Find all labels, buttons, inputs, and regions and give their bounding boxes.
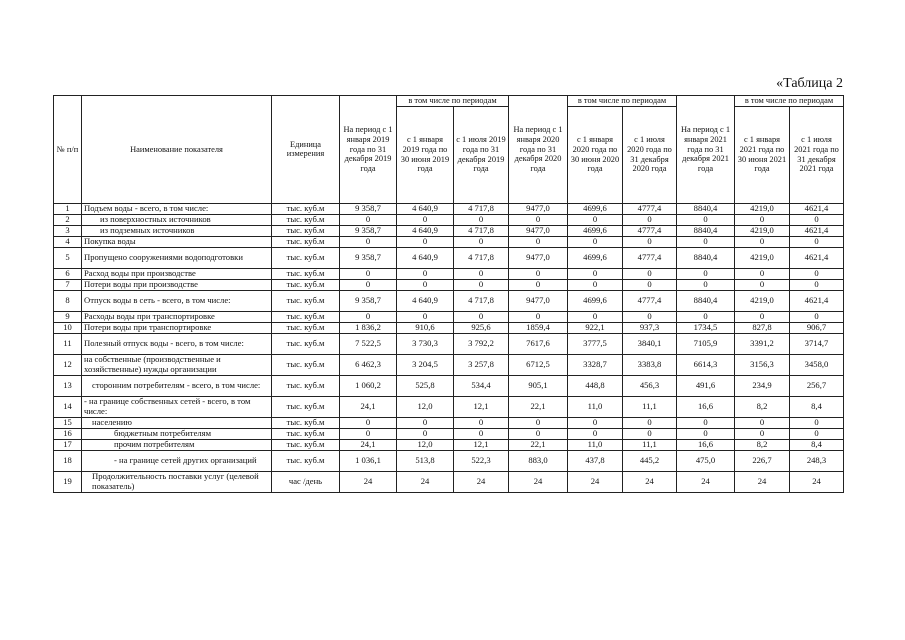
row-number-cell: 19	[54, 471, 82, 492]
row-value-cell: 0	[568, 279, 623, 290]
row-value-cell: 226,7	[735, 450, 790, 471]
row-value-cell: 0	[397, 428, 454, 439]
row-number-cell: 11	[54, 333, 82, 354]
table-row	[54, 375, 844, 396]
row-value-cell: 0	[397, 417, 454, 428]
row-name-cell: - на границе сетей других организаций	[82, 450, 272, 471]
row-value-cell: 3714,7	[790, 333, 844, 354]
row-value-cell: 4777,4	[623, 203, 677, 214]
row-value-cell: 0	[397, 268, 454, 279]
row-name-cell: Отпуск воды в сеть - всего, в том числе:	[82, 290, 272, 311]
row-name-cell: населению	[82, 417, 272, 428]
row-value-cell: 3383,8	[623, 354, 677, 375]
row-value-cell: 3777,5	[568, 333, 623, 354]
row-unit-cell: тыс. куб.м	[272, 333, 340, 354]
row-value-cell: 16,6	[677, 439, 735, 450]
row-value-cell: 0	[623, 417, 677, 428]
row-value-cell: 11,1	[623, 439, 677, 450]
row-value-cell: 0	[568, 236, 623, 247]
row-value-cell: 925,6	[454, 322, 509, 333]
row-value-cell: 0	[509, 311, 568, 322]
row-value-cell: 3 730,3	[397, 333, 454, 354]
row-name-cell: Покупка воды	[82, 236, 272, 247]
row-value-cell: 0	[735, 417, 790, 428]
row-unit-cell: тыс. куб.м	[272, 225, 340, 236]
row-value-cell: 4621,4	[790, 290, 844, 311]
row-value-cell: 0	[509, 417, 568, 428]
row-value-cell: 4699,6	[568, 247, 623, 268]
header-row-1	[54, 96, 844, 107]
table-row	[54, 290, 844, 311]
row-value-cell: 0	[568, 417, 623, 428]
row-value-cell: 0	[790, 279, 844, 290]
row-value-cell: 234,9	[735, 375, 790, 396]
row-value-cell: 0	[623, 268, 677, 279]
row-value-cell: 6 462,3	[340, 354, 397, 375]
row-value-cell: 8840,4	[677, 247, 735, 268]
row-value-cell: 9 358,7	[340, 203, 397, 214]
row-number-cell: 3	[54, 225, 82, 236]
row-value-cell: 8,4	[790, 439, 844, 450]
row-number-cell: 5	[54, 247, 82, 268]
row-number-cell: 13	[54, 375, 82, 396]
row-value-cell: 1 036,1	[340, 450, 397, 471]
row-value-cell: 0	[397, 279, 454, 290]
row-value-cell: 4 717,8	[454, 247, 509, 268]
col-2021-header: На период с 1 января 2021 года по 31 декабря 2021 года	[677, 96, 735, 204]
row-value-cell: 491,6	[677, 375, 735, 396]
table-row	[54, 333, 844, 354]
table-row	[54, 236, 844, 247]
row-value-cell: 24	[397, 471, 454, 492]
row-value-cell: 0	[790, 417, 844, 428]
row-number-cell: 4	[54, 236, 82, 247]
col-name-header: Наименование показателя	[82, 96, 272, 204]
row-value-cell: 0	[340, 236, 397, 247]
row-value-cell: 0	[397, 311, 454, 322]
row-unit-cell: тыс. куб.м	[272, 428, 340, 439]
row-value-cell: 24	[623, 471, 677, 492]
row-number-cell: 16	[54, 428, 82, 439]
table-row	[54, 311, 844, 322]
row-value-cell: 4219,0	[735, 247, 790, 268]
row-value-cell: 4 640,9	[397, 247, 454, 268]
row-value-cell: 0	[568, 268, 623, 279]
row-value-cell: 248,3	[790, 450, 844, 471]
row-value-cell: 22,1	[509, 439, 568, 450]
row-value-cell: 0	[677, 417, 735, 428]
row-number-cell: 18	[54, 450, 82, 471]
table-row	[54, 396, 844, 417]
table-row	[54, 322, 844, 333]
row-value-cell: 6614,3	[677, 354, 735, 375]
row-value-cell: 910,6	[397, 322, 454, 333]
row-value-cell: 24	[454, 471, 509, 492]
table-row	[54, 439, 844, 450]
row-value-cell: 0	[790, 214, 844, 225]
row-name-cell: Расход воды при производстве	[82, 268, 272, 279]
row-value-cell: 0	[677, 311, 735, 322]
row-value-cell: 7617,6	[509, 333, 568, 354]
row-value-cell: 0	[623, 236, 677, 247]
row-value-cell: 9 358,7	[340, 247, 397, 268]
row-value-cell: 0	[677, 268, 735, 279]
row-value-cell: 0	[509, 279, 568, 290]
row-value-cell: 3391,2	[735, 333, 790, 354]
row-value-cell: 11,1	[623, 396, 677, 417]
table-row	[54, 214, 844, 225]
row-unit-cell: тыс. куб.м	[272, 322, 340, 333]
row-value-cell: 0	[623, 311, 677, 322]
col-h2-2021-header: с 1 июля 2021 года по 31 декабря 2021 года	[790, 106, 844, 203]
incl-2019-header: в том числе по периодам	[397, 96, 509, 107]
row-value-cell: 4 640,9	[397, 203, 454, 214]
row-unit-cell: час /день	[272, 471, 340, 492]
row-unit-cell: тыс. куб.м	[272, 439, 340, 450]
row-value-cell: 0	[397, 214, 454, 225]
row-value-cell: 4621,4	[790, 247, 844, 268]
row-unit-cell: тыс. куб.м	[272, 279, 340, 290]
water-supply-table	[53, 95, 844, 493]
row-value-cell: 0	[340, 268, 397, 279]
row-value-cell: 8840,4	[677, 225, 735, 236]
row-value-cell: 0	[735, 311, 790, 322]
table-row	[54, 279, 844, 290]
row-value-cell: 24,1	[340, 439, 397, 450]
incl-2020-header: в том числе по периодам	[568, 96, 677, 107]
col-h1-2020-header: с 1 января 2020 года по 30 июня 2020 года	[568, 106, 623, 203]
row-value-cell: 445,2	[623, 450, 677, 471]
row-value-cell: 12,0	[397, 396, 454, 417]
col-h2-2020-header: с 1 июля 2020 года по 31 декабря 2020 года	[623, 106, 677, 203]
col-h1-2019-header: с 1 января 2019 года по 30 июня 2019 года	[397, 106, 454, 203]
row-value-cell: 4699,6	[568, 290, 623, 311]
table-row	[54, 428, 844, 439]
row-value-cell: 6712,5	[509, 354, 568, 375]
row-value-cell: 0	[735, 268, 790, 279]
row-value-cell: 4219,0	[735, 225, 790, 236]
row-value-cell: 0	[509, 214, 568, 225]
table-row	[54, 450, 844, 471]
row-value-cell: 4 640,9	[397, 225, 454, 236]
row-number-cell: 7	[54, 279, 82, 290]
row-value-cell: 12,0	[397, 439, 454, 450]
row-value-cell: 0	[790, 311, 844, 322]
row-number-cell: 14	[54, 396, 82, 417]
row-value-cell: 0	[454, 417, 509, 428]
row-value-cell: 4699,6	[568, 225, 623, 236]
row-value-cell: 1 060,2	[340, 375, 397, 396]
row-number-cell: 10	[54, 322, 82, 333]
table-row	[54, 268, 844, 279]
row-value-cell: 905,1	[509, 375, 568, 396]
row-number-cell: 15	[54, 417, 82, 428]
row-value-cell: 0	[454, 268, 509, 279]
row-value-cell: 448,8	[568, 375, 623, 396]
row-value-cell: 0	[623, 428, 677, 439]
table-row	[54, 471, 844, 492]
row-value-cell: 922,1	[568, 322, 623, 333]
row-value-cell: 3 257,8	[454, 354, 509, 375]
row-value-cell: 8,2	[735, 439, 790, 450]
row-unit-cell: тыс. куб.м	[272, 268, 340, 279]
row-value-cell: 1859,4	[509, 322, 568, 333]
row-value-cell: 0	[735, 214, 790, 225]
row-value-cell: 4621,4	[790, 203, 844, 214]
row-value-cell: 0	[677, 428, 735, 439]
row-number-cell: 2	[54, 214, 82, 225]
row-value-cell: 9477,0	[509, 225, 568, 236]
row-value-cell: 522,3	[454, 450, 509, 471]
row-unit-cell: тыс. куб.м	[272, 417, 340, 428]
row-value-cell: 0	[454, 236, 509, 247]
col-num-header: № п/п	[54, 96, 82, 204]
table-row	[54, 225, 844, 236]
row-value-cell: 4 717,8	[454, 203, 509, 214]
row-value-cell: 1 836,2	[340, 322, 397, 333]
row-value-cell: 0	[509, 428, 568, 439]
row-value-cell: 4777,4	[623, 225, 677, 236]
row-value-cell: 24	[735, 471, 790, 492]
row-value-cell: 0	[340, 311, 397, 322]
row-name-cell: Потери воды при производстве	[82, 279, 272, 290]
row-unit-cell: тыс. куб.м	[272, 247, 340, 268]
row-unit-cell: тыс. куб.м	[272, 450, 340, 471]
col-h1-2021-header: с 1 января 2021 года по 30 июня 2021 года	[735, 106, 790, 203]
row-value-cell: 906,7	[790, 322, 844, 333]
row-value-cell: 8840,4	[677, 203, 735, 214]
row-name-cell: Потери воды при транспортировке	[82, 322, 272, 333]
row-value-cell: 0	[735, 236, 790, 247]
row-value-cell: 456,3	[623, 375, 677, 396]
row-value-cell: 534,4	[454, 375, 509, 396]
row-unit-cell: тыс. куб.м	[272, 236, 340, 247]
row-value-cell: 3 204,5	[397, 354, 454, 375]
row-value-cell: 16,6	[677, 396, 735, 417]
row-value-cell: 4 717,8	[454, 225, 509, 236]
row-value-cell: 4621,4	[790, 225, 844, 236]
row-value-cell: 937,3	[623, 322, 677, 333]
table-row	[54, 417, 844, 428]
row-name-cell: Пропущено сооружениями водоподготовки	[82, 247, 272, 268]
row-value-cell: 0	[397, 236, 454, 247]
row-value-cell: 0	[790, 236, 844, 247]
row-value-cell: 827,8	[735, 322, 790, 333]
row-value-cell: 3 792,2	[454, 333, 509, 354]
row-value-cell: 0	[454, 214, 509, 225]
row-value-cell: 4777,4	[623, 290, 677, 311]
row-value-cell: 3458,0	[790, 354, 844, 375]
table-row	[54, 354, 844, 375]
row-value-cell: 883,0	[509, 450, 568, 471]
row-value-cell: 12,1	[454, 439, 509, 450]
table-caption: «Таблица 2	[776, 76, 843, 91]
row-unit-cell: тыс. куб.м	[272, 354, 340, 375]
row-value-cell: 0	[454, 311, 509, 322]
row-value-cell: 0	[735, 279, 790, 290]
row-unit-cell: тыс. куб.м	[272, 203, 340, 214]
row-value-cell: 0	[454, 279, 509, 290]
row-value-cell: 0	[509, 236, 568, 247]
row-value-cell: 0	[568, 428, 623, 439]
row-value-cell: 0	[454, 428, 509, 439]
row-value-cell: 9477,0	[509, 203, 568, 214]
row-value-cell: 9477,0	[509, 247, 568, 268]
row-number-cell: 6	[54, 268, 82, 279]
row-value-cell: 0	[790, 428, 844, 439]
row-name-cell: сторонним потребителям - всего, в том числе:	[82, 375, 272, 396]
row-value-cell: 437,8	[568, 450, 623, 471]
incl-2021-header: в том числе по периодам	[735, 96, 844, 107]
row-value-cell: 4219,0	[735, 203, 790, 214]
row-value-cell: 0	[790, 268, 844, 279]
row-value-cell: 0	[340, 279, 397, 290]
row-unit-cell: тыс. куб.м	[272, 311, 340, 322]
row-value-cell: 3840,1	[623, 333, 677, 354]
row-value-cell: 12,1	[454, 396, 509, 417]
row-name-cell: на собственные (производственные и хозяйственные) нужды организации	[82, 354, 272, 375]
row-number-cell: 9	[54, 311, 82, 322]
col-2020-header: На период с 1 января 2020 года по 31 декабря 2020 года	[509, 96, 568, 204]
row-value-cell: 4 717,8	[454, 290, 509, 311]
row-value-cell: 0	[568, 214, 623, 225]
row-value-cell: 9 358,7	[340, 225, 397, 236]
table-row	[54, 203, 844, 214]
row-value-cell: 1734,5	[677, 322, 735, 333]
row-value-cell: 11,0	[568, 396, 623, 417]
row-number-cell: 12	[54, 354, 82, 375]
row-number-cell: 8	[54, 290, 82, 311]
row-value-cell: 8840,4	[677, 290, 735, 311]
row-value-cell: 256,7	[790, 375, 844, 396]
row-name-cell: из подземных источников	[82, 225, 272, 236]
row-number-cell: 1	[54, 203, 82, 214]
row-value-cell: 3156,3	[735, 354, 790, 375]
row-value-cell: 4699,6	[568, 203, 623, 214]
row-value-cell: 0	[340, 214, 397, 225]
row-value-cell: 0	[677, 214, 735, 225]
row-name-cell: бюджетным потребителям	[82, 428, 272, 439]
row-value-cell: 8,2	[735, 396, 790, 417]
row-value-cell: 0	[623, 214, 677, 225]
row-value-cell: 24,1	[340, 396, 397, 417]
row-unit-cell: тыс. куб.м	[272, 214, 340, 225]
row-value-cell: 7 522,5	[340, 333, 397, 354]
row-name-cell: Подъем воды - всего, в том числе:	[82, 203, 272, 214]
row-value-cell: 8,4	[790, 396, 844, 417]
row-value-cell: 4777,4	[623, 247, 677, 268]
row-unit-cell: тыс. куб.м	[272, 290, 340, 311]
row-value-cell: 7105,9	[677, 333, 735, 354]
row-name-cell: Расходы воды при транспортировке	[82, 311, 272, 322]
row-value-cell: 0	[509, 268, 568, 279]
row-value-cell: 3328,7	[568, 354, 623, 375]
row-value-cell: 24	[568, 471, 623, 492]
row-unit-cell: тыс. куб.м	[272, 396, 340, 417]
row-value-cell: 475,0	[677, 450, 735, 471]
col-unit-header: Единица измерения	[272, 96, 340, 204]
table-body	[54, 203, 844, 492]
row-unit-cell: тыс. куб.м	[272, 375, 340, 396]
col-h2-2019-header: с 1 июля 2019 года по 31 декабря 2019 года	[454, 106, 509, 203]
row-number-cell: 17	[54, 439, 82, 450]
row-value-cell: 24	[790, 471, 844, 492]
row-value-cell: 0	[568, 311, 623, 322]
row-value-cell: 24	[509, 471, 568, 492]
table-row	[54, 247, 844, 268]
row-value-cell: 0	[677, 236, 735, 247]
col-2019-header: На период с 1 января 2019 года по 31 декабря 2019 года	[340, 96, 397, 204]
row-value-cell: 22,1	[509, 396, 568, 417]
row-value-cell: 0	[340, 417, 397, 428]
row-name-cell: Полезный отпуск воды - всего, в том числе:	[82, 333, 272, 354]
row-value-cell: 0	[677, 279, 735, 290]
row-value-cell: 9 358,7	[340, 290, 397, 311]
row-value-cell: 0	[623, 279, 677, 290]
row-name-cell: из поверхностных источников	[82, 214, 272, 225]
row-value-cell: 11,0	[568, 439, 623, 450]
row-value-cell: 4 640,9	[397, 290, 454, 311]
row-value-cell: 4219,0	[735, 290, 790, 311]
row-value-cell: 525,8	[397, 375, 454, 396]
row-value-cell: 0	[735, 428, 790, 439]
row-value-cell: 9477,0	[509, 290, 568, 311]
row-name-cell: Продолжительность поставки услуг (целевой показатель)	[82, 471, 272, 492]
row-value-cell: 0	[340, 428, 397, 439]
row-name-cell: прочим потребителям	[82, 439, 272, 450]
row-name-cell: - на границе собственных сетей - всего, в том числе:	[82, 396, 272, 417]
row-value-cell: 513,8	[397, 450, 454, 471]
row-value-cell: 24	[677, 471, 735, 492]
row-value-cell: 24	[340, 471, 397, 492]
